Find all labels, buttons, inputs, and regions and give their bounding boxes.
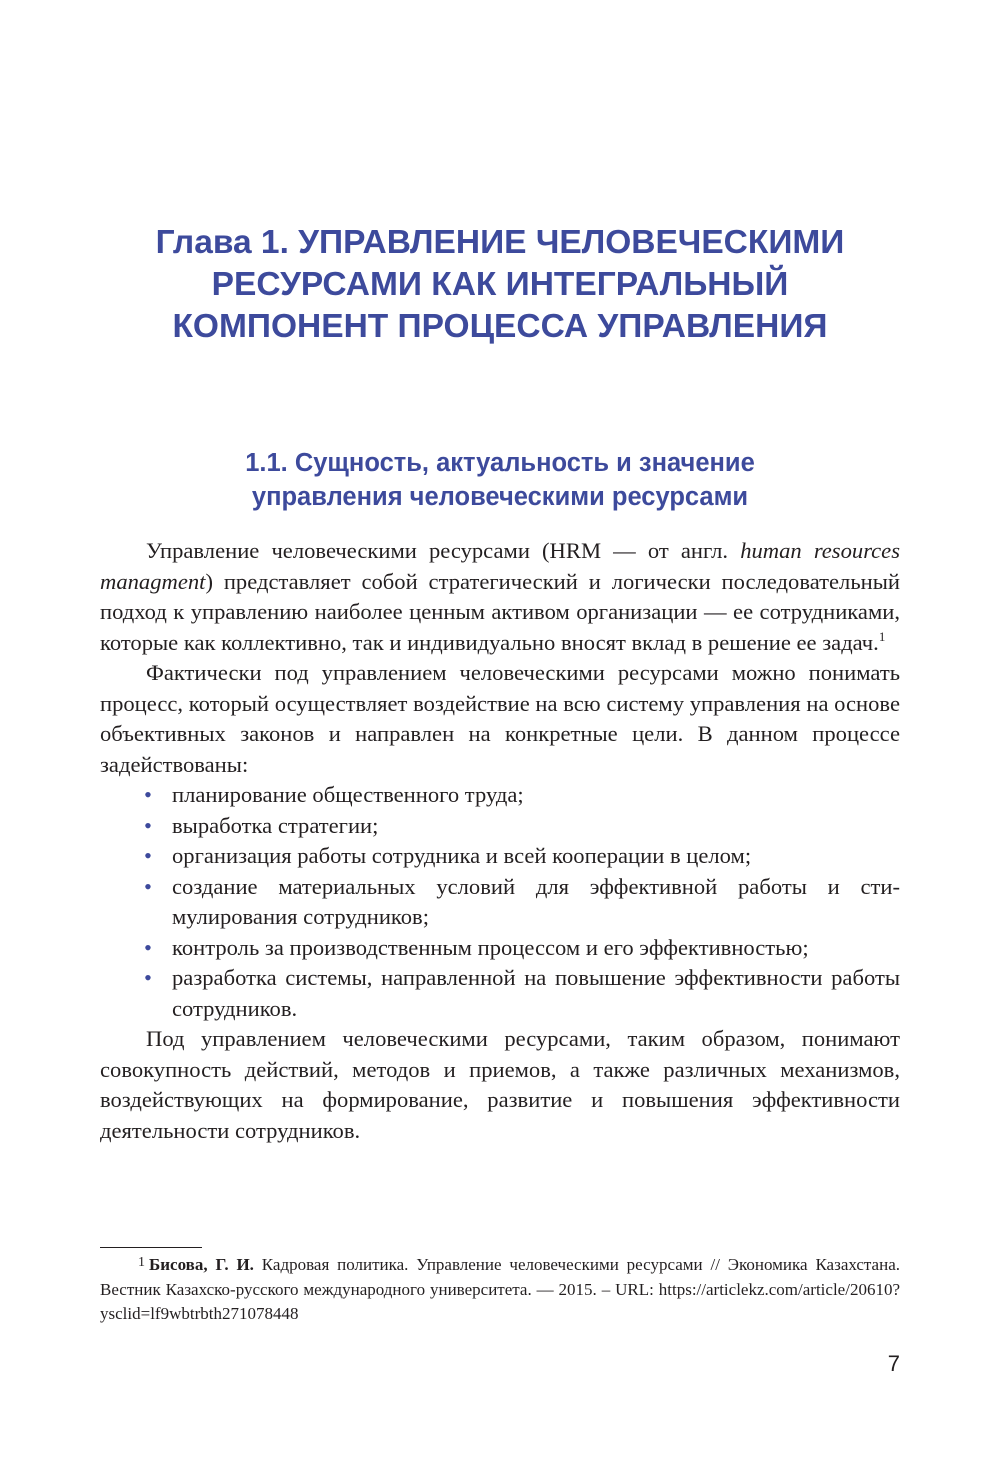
paragraph-intro-start: Управление человеческими ресурсами (HRM — от англ.: [146, 538, 741, 563]
page-number: 7: [887, 1351, 900, 1376]
footnote-reference[interactable]: 1: [878, 628, 886, 644]
body-text: [100, 536, 900, 1146]
paragraph-process: Фактически под управлением человеческими ресурсами можно понимать процесс, который осуществляет воздействие на всю систему управления на основе объективных законов и направлен на конкретные цели. В данном процессе задействованы:: [100, 660, 900, 777]
list-item-text: выработка стратегии;: [172, 812, 379, 838]
chapter-title-line: Глава 1. УПРАВЛЕНИЕ ЧЕЛОВЕЧЕСКИМИ: [155, 224, 845, 261]
list-item: [100, 963, 900, 1024]
chapter-title-line: РЕСУРСАМИ КАК ИНТЕГРАЛЬНЫЙ: [211, 266, 789, 303]
footnote-mark: 1: [138, 1255, 145, 1270]
paragraph-intro-end: ) представляет собой стратегический и логически последовательный подход к управлению наиболее ценным активом организации — ее сотрудниками, которые как коллективно, так и индивидуально вносят вклад в решение ее задач.: [100, 568, 900, 655]
section-title-line: управления человеческими ресурсами: [251, 483, 749, 511]
bullet-icon: •: [144, 843, 152, 868]
list-item: [100, 872, 900, 933]
bullet-icon: •: [144, 782, 152, 807]
chapter-title: [100, 222, 900, 348]
list-item: [100, 811, 900, 842]
footnote-divider: [100, 1247, 202, 1248]
bullet-icon: •: [144, 873, 152, 899]
section-title: [100, 446, 900, 514]
list-item-text: создание материальных условий для эффективной работы и стимулирования сотрудников;: [172, 873, 900, 929]
list-item: [100, 780, 900, 811]
paragraph-intro-italic: human resources managment: [100, 538, 900, 594]
footnote: [100, 1251, 900, 1327]
list-item: [100, 933, 900, 964]
list-item-text: планирование общественного труда;: [172, 782, 524, 807]
chapter-title-line: КОМПОНЕНТ ПРОЦЕССА УПРАВЛЕНИЯ: [172, 308, 828, 345]
bullet-list: [100, 780, 900, 1024]
bullet-icon: •: [144, 812, 152, 838]
paragraph-conclusion: Под управлением человеческими ресурсами, таким образом, понимают совокупность действий, методов и приемов, а также различных механизмов, воздействующих на формирование, развитие и повышения эффективности деятельности сотрудников.: [100, 1026, 900, 1143]
footnote-author: Бисова, Г. И.: [149, 1255, 254, 1274]
list-item-text: разработка системы, направленной на повышение эффективности работы сотрудников.: [172, 965, 900, 1021]
list-item: [100, 841, 900, 872]
paragraph-intro: [100, 536, 900, 658]
bullet-icon: •: [144, 965, 152, 990]
section-title-line: 1.1. Сущность, актуальность и значение: [245, 449, 755, 477]
bullet-icon: •: [144, 934, 152, 960]
list-item-text: контроль за производственным процессом и его эффективностью;: [172, 934, 809, 960]
footnote-text: Кадровая политика. Управление человеческими ресурсами // Экономика Казахстана. Вестник Казахско-русского международного университета. — 2015. – URL: https://articlekz.com/article/20610?ysclid=lf9wbtrbth271078448: [100, 1255, 900, 1323]
list-item-text: организация работы сотрудника и всей кооперации в целом;: [172, 843, 752, 868]
